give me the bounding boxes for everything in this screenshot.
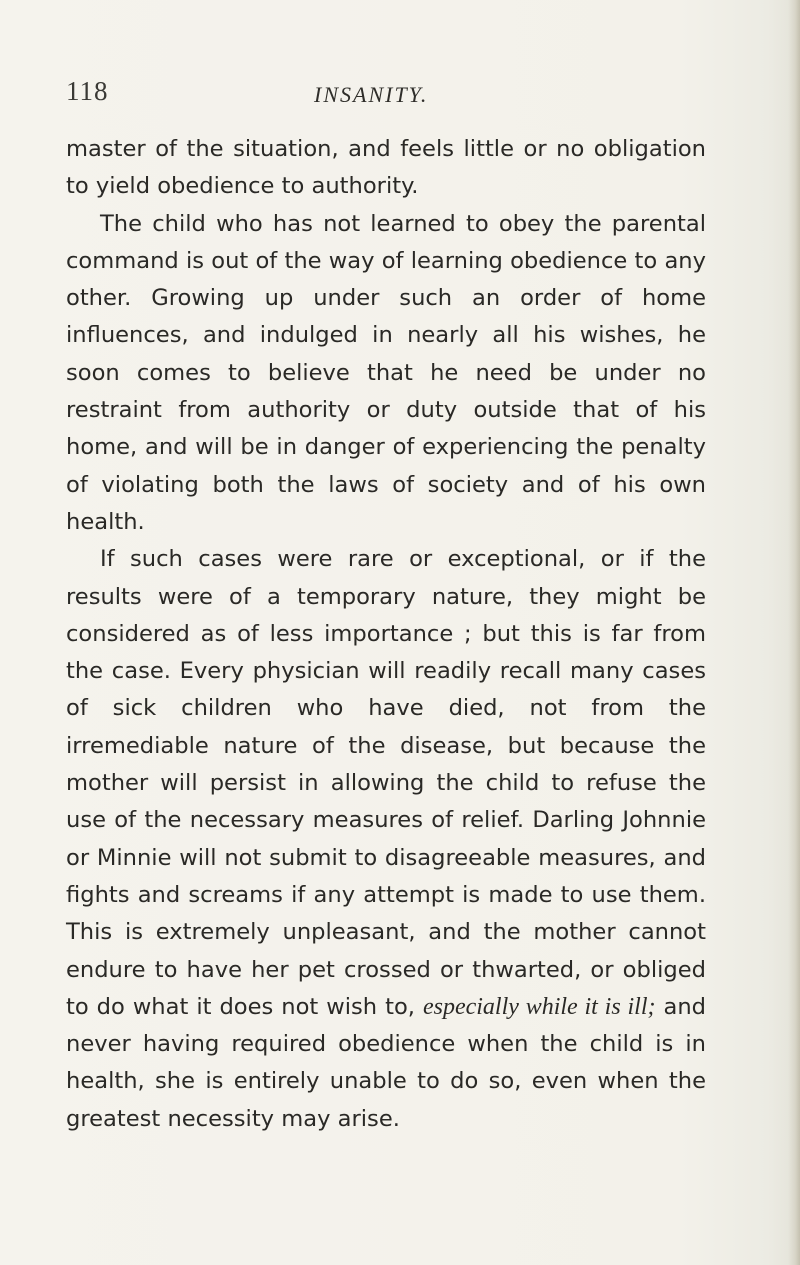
body-text [66,131,706,1138]
paragraph-3 [66,541,706,1138]
paragraph-3-emphasis: especially while it is ill; [422,993,656,1020]
paragraph-3-text-after: and never having required obedience when the child is in health, she is entirely unable to do so, even when the greatest necessity may arise. [66,993,706,1132]
page-number: 118 [66,76,109,106]
paragraph-3-text-before: If such cases were rare or exceptional, or if the results were of a temporary nature, they might be considered as of less importance ; but this is far from the case. Every physician will readily recall many cases of sick children who have died, not from the irremediable nature of the disease, but because the mother will persist in allowing the child to refuse the use of the necessary measures of relief. Darling Johnnie or Minnie will not submit to disagreeable measures, and fights and screams if any attempt is made to use them. This is extremely unpleasant, and the mother cannot endure to have her pet crossed or thwarted, or obliged to do what it does not wish to, [66,546,706,1020]
paragraph-1: master of the situation, and feels little or no obligation to yield obedience to authority. [66,136,706,200]
running-head: INSANITY. [314,82,429,107]
page-header [66,76,706,116]
page-edge-shadow [788,0,800,1265]
paragraph-2: The child who has not learned to obey the parental command is out of the way of learning obedience to any other. Growing up under such an order of home influences, and indulged in nearly all his wishes, he soon comes to believe that he need be under no restraint from authority or duty outside that of his home, and will be in danger of experiencing the penalty of violating both the laws of society and of his own health. [66,210,706,535]
